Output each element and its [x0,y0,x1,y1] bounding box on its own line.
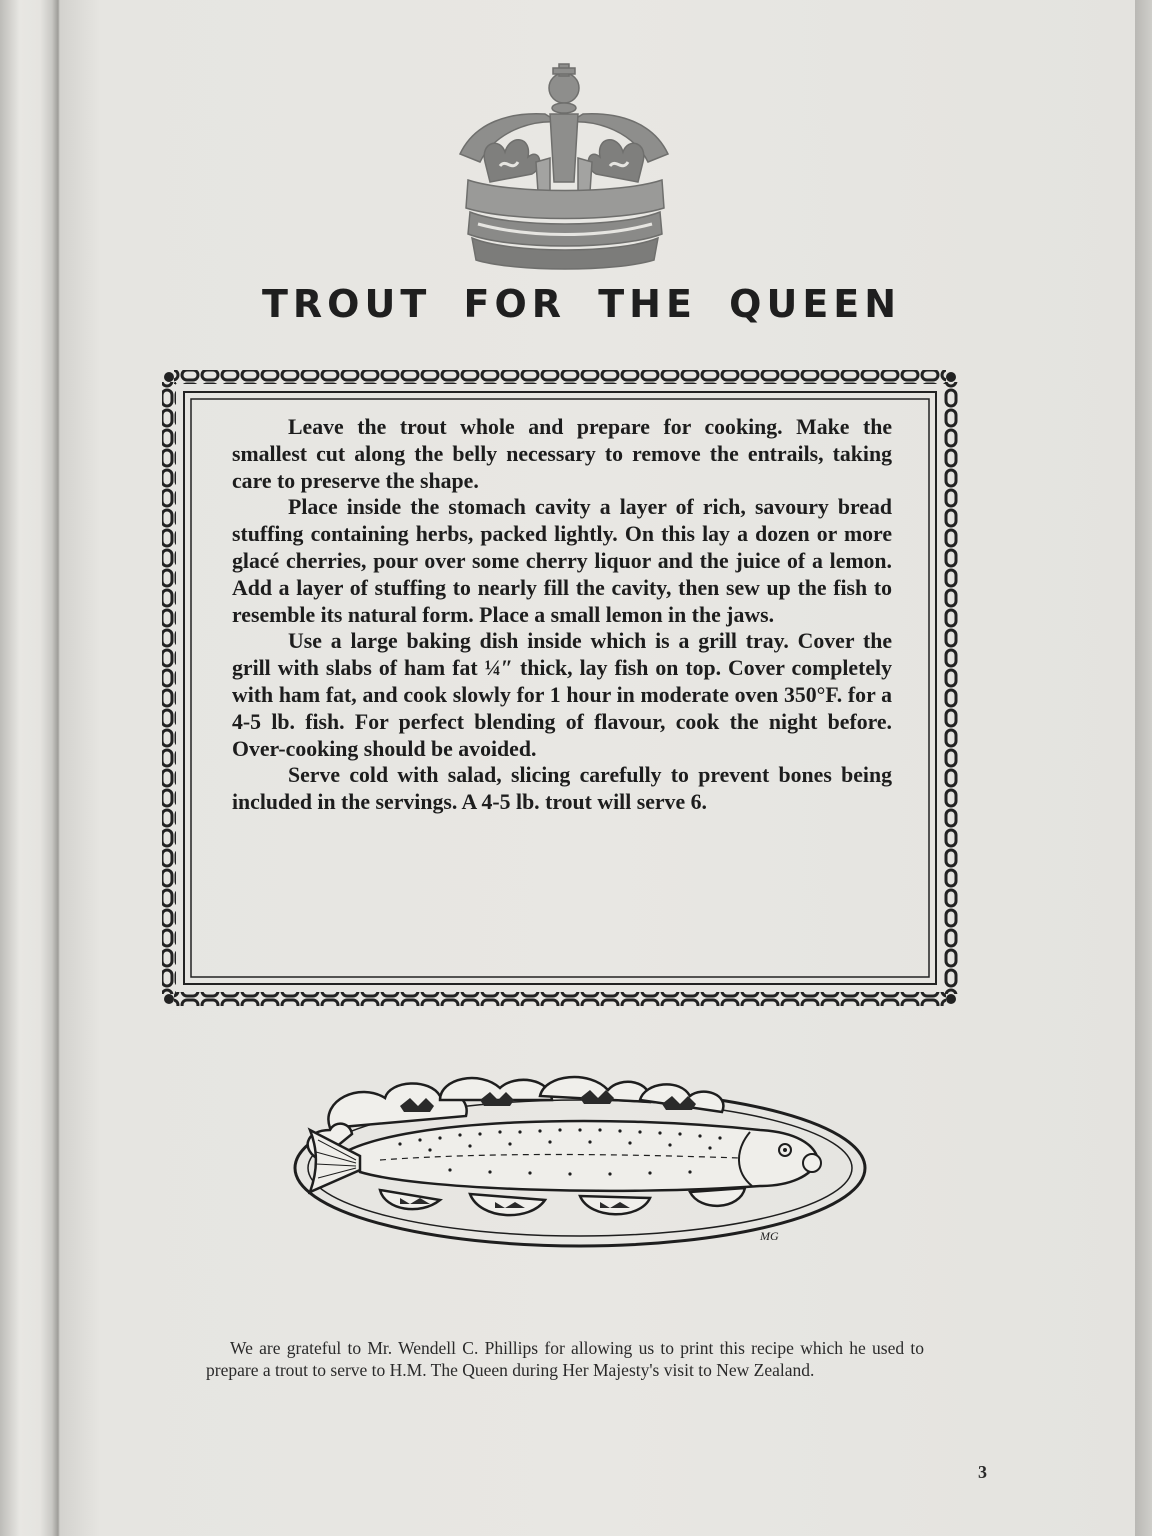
trout-platter-icon [290,1060,870,1270]
artist-signature: MG [760,1229,779,1243]
page-number: 3 [978,1462,987,1482]
crown-icon [450,62,680,272]
recipe-paragraph: Serve cold with salad, slicing carefully to prevent bones being included in the servings. A 4-5 lb. trout will serve 6. [232,763,892,815]
book-spine [0,0,60,1536]
recipe-paragraph: Leave the trout whole and prepare for cooking. Make the smallest cut along the belly necessary to remove the entrails, taking care to preserve the shape. [232,415,892,493]
page-title: TROUT FOR THE QUEEN [262,282,902,326]
credit-note: We are grateful to Mr. Wendell C. Phillips for allowing us to print this recipe which he used to prepare a trout to serve to H.M. The Queen during Her Majesty's visit to New Zealand. [206,1338,924,1380]
page-edge [1135,0,1152,1536]
recipe-paragraph: Use a large baking dish inside which is a grill tray. Cover the grill with slabs of ham fat ¼″ thick, lay fish on top. Cover completely with ham fat, and cook slowly for 1 hour in moderate oven 350°F. for a 4-5 lb. fish. For perfect blending of flavour, cook the night before. Over-cooking should be avoided. [232,629,892,761]
recipe-paragraph: Place inside the stomach cavity a layer of rich, savoury bread stuffing containing herbs, packed lightly. On this lay a dozen or more glacé cherries, pour over some cherry liquor and the juice of a lemon. Add a layer of stuffing to nearly fill the cavity, then sew up the fish to resemble its natural form. Place a small lemon in the jaws. [232,495,892,627]
recipe-text [232,414,892,816]
